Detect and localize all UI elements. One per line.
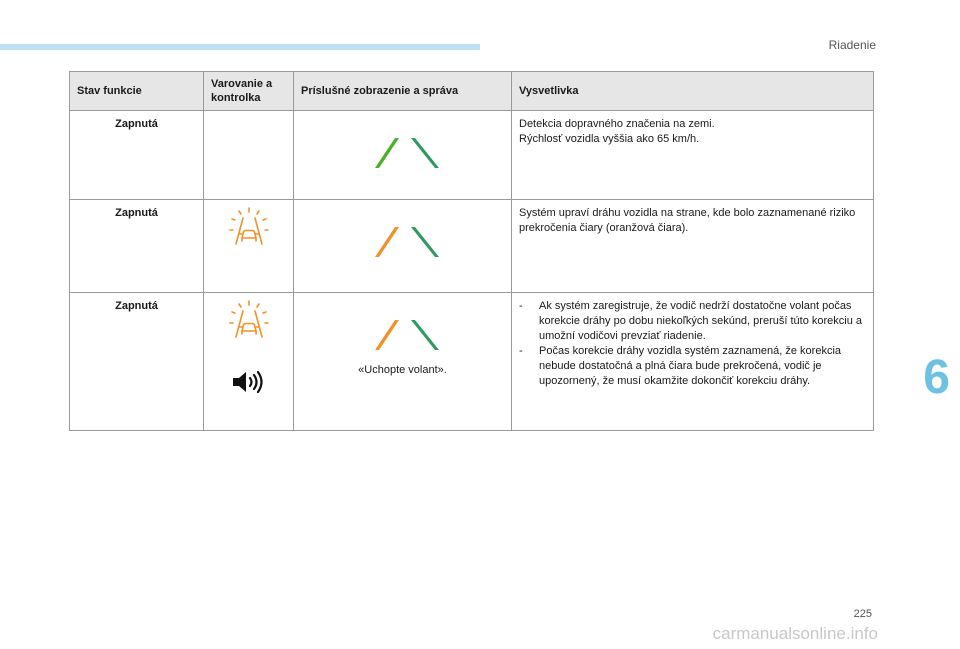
left-lane-line	[375, 138, 399, 168]
display-cell	[294, 293, 512, 431]
display-cell	[294, 200, 512, 293]
header-state: Stav funkcie	[70, 72, 204, 111]
left-lane-line	[375, 320, 399, 350]
explanation-item: - Ak systém zaregistruje, že vodič nedrží dostatočne volant počas korekcie dráhy po dobu niekoľkých sekúnd, preruší túto korekciu a umožní vodičovi prevziať riadenie.	[519, 299, 866, 344]
table-row	[70, 111, 874, 200]
explanation-list	[519, 299, 866, 389]
warning-cell	[204, 200, 294, 293]
watermark: carmanualsonline.info	[712, 624, 878, 643]
header-warning: Varovanie a kontrolka	[204, 72, 294, 111]
warning-cell	[204, 111, 294, 200]
lane-departure-warning-icon	[228, 299, 270, 341]
page-number: 225	[853, 608, 872, 620]
left-lane-line	[375, 227, 399, 257]
explanation-cell	[512, 111, 874, 200]
chapter-number: 6	[923, 351, 950, 404]
explanation-cell	[512, 293, 874, 431]
lane-departure-warning-icon	[228, 206, 270, 248]
explanation-cell	[512, 200, 874, 293]
table-header-row	[70, 72, 874, 111]
display-cell	[294, 111, 512, 200]
state-cell: Zapnutá	[70, 293, 204, 431]
explanation-line: Rýchlosť vozidla vyššia ako 65 km/h.	[519, 133, 700, 145]
right-lane-line	[411, 320, 439, 350]
table-row	[70, 293, 874, 431]
explanation-line: Detekcia dopravného značenia na zemi.	[519, 118, 715, 130]
explanation-line: Systém upraví dráhu vozidla na strane, kde bolo zaznamenané riziko prekročenia čiary (oranžová čiara).	[519, 207, 856, 234]
state-cell: Zapnutá	[70, 200, 204, 293]
explanation-item: - Počas korekcie dráhy vozidla systém zaznamená, že korekcia nebude dostatočná a plná čiara bude prekročená, vodič je upozornený, že musí okamžite dokončiť korekciu dráhy.	[519, 344, 866, 389]
header-accent-bar	[0, 44, 480, 50]
right-lane-line	[411, 227, 439, 257]
header-display: Príslušné zobrazenie a správa	[294, 72, 512, 111]
section-title: Riadenie	[828, 38, 876, 52]
lane-lines-icon	[348, 130, 458, 170]
display-message: «Uchopte volant».	[358, 364, 447, 376]
lane-lines-icon	[348, 312, 458, 352]
lane-keeping-table	[69, 71, 874, 431]
sound-icon	[231, 369, 267, 395]
table-row	[70, 200, 874, 293]
state-cell: Zapnutá	[70, 111, 204, 200]
right-lane-line	[411, 138, 439, 168]
lane-lines-icon	[348, 219, 458, 259]
warning-cell	[204, 293, 294, 431]
header-explanation: Vysvetlivka	[512, 72, 874, 111]
